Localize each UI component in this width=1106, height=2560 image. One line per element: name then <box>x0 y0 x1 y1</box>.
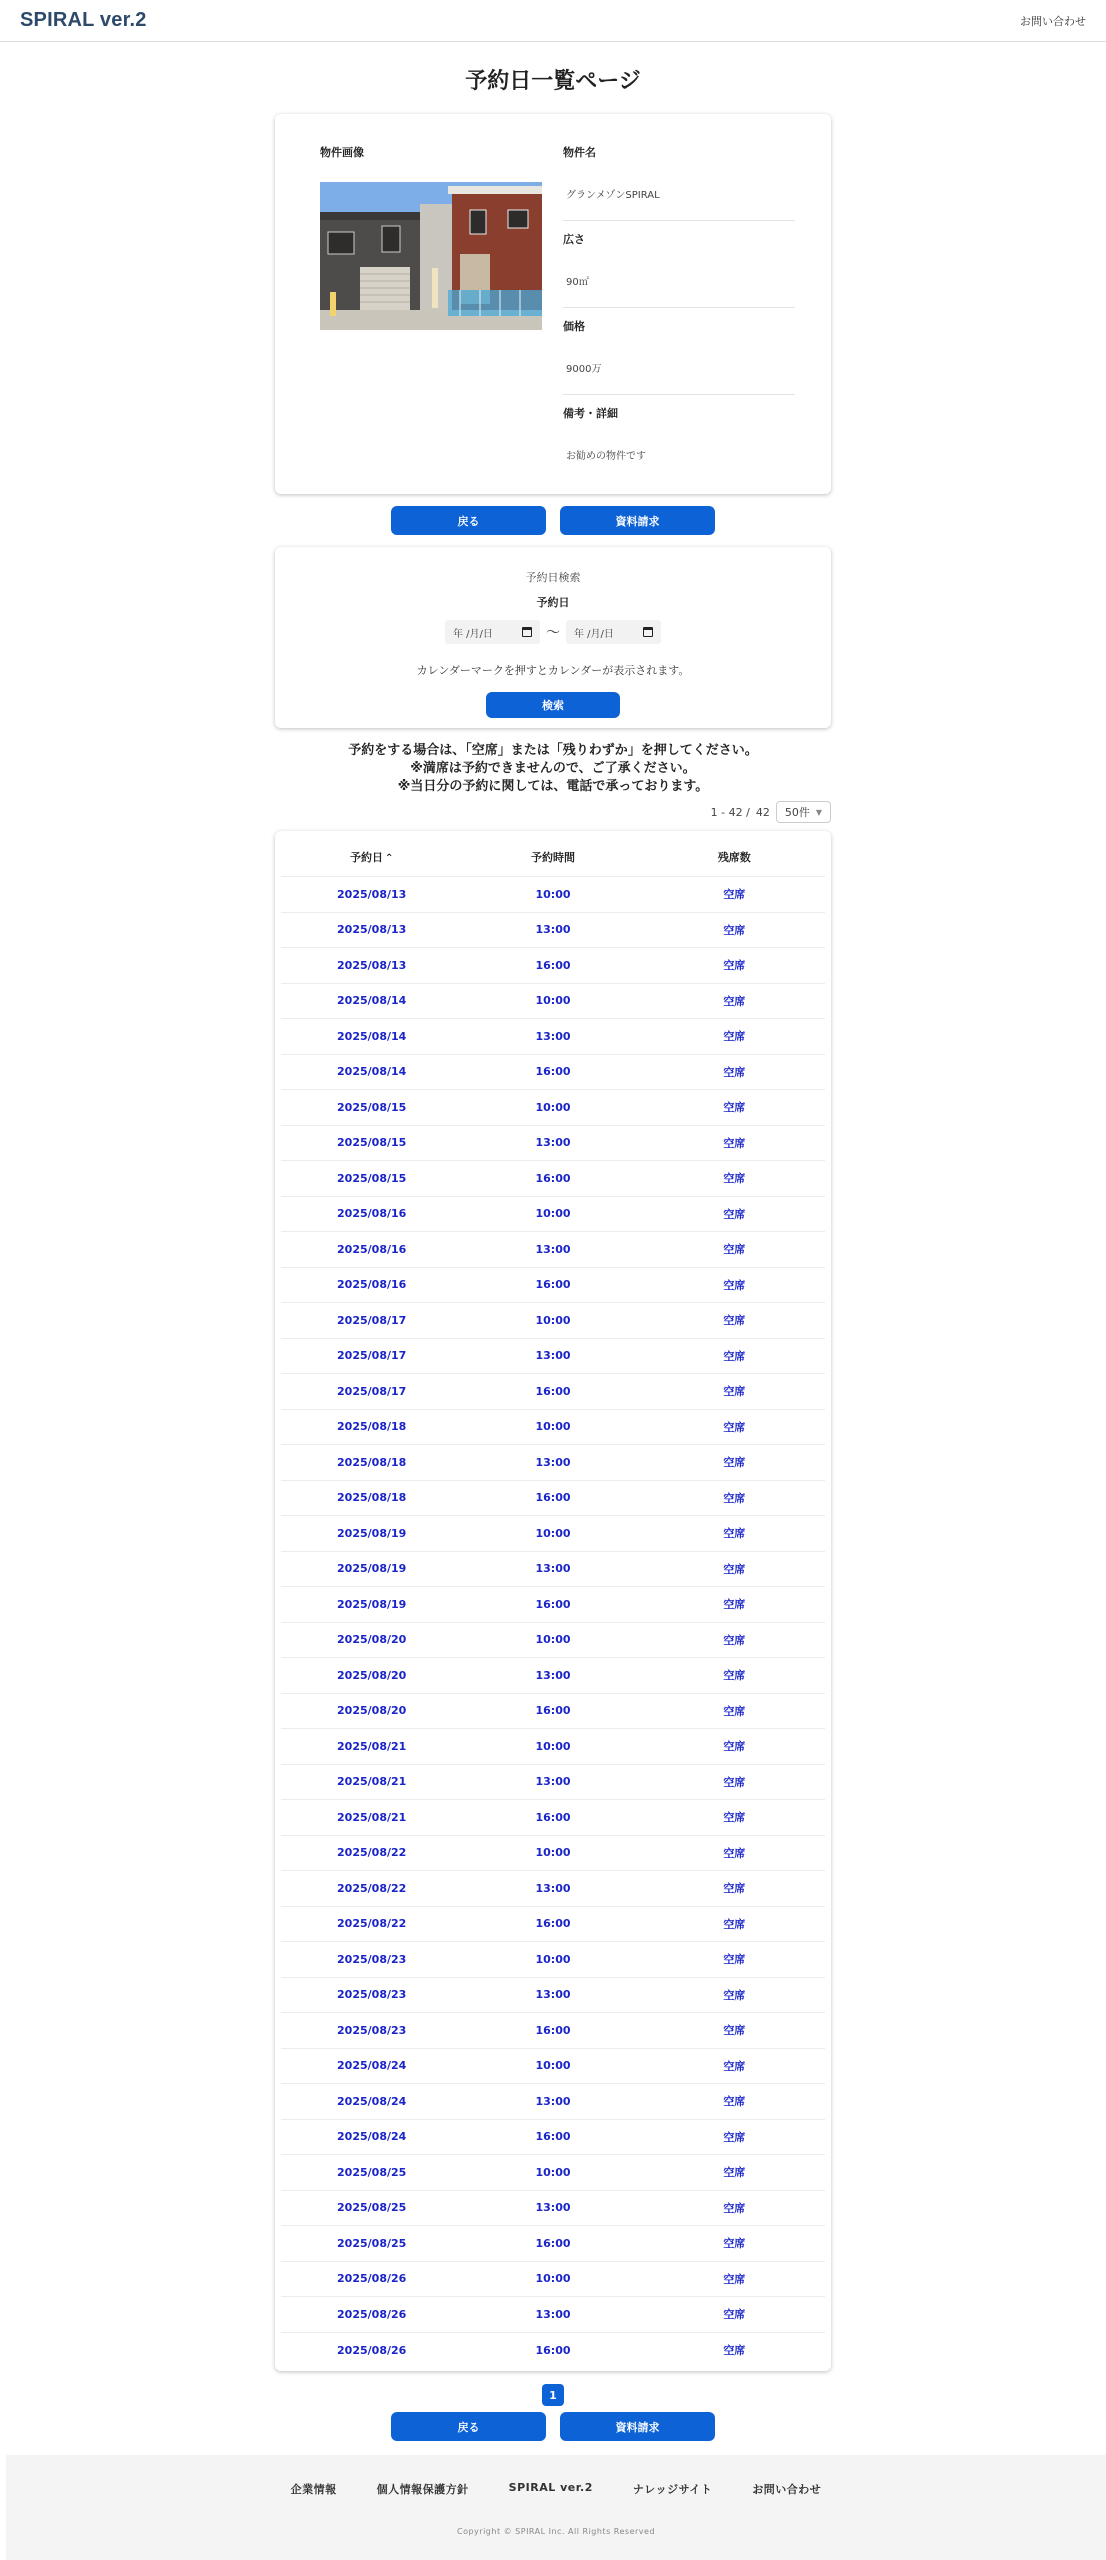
row-date-link[interactable]: 2025/08/23 <box>337 1952 407 1966</box>
row-date-link[interactable]: 2025/08/16 <box>337 1242 407 1256</box>
row-seats-link[interactable]: 空席 <box>723 2024 746 2038</box>
row-seats-link[interactable]: 空席 <box>723 1385 746 1399</box>
row-date-link[interactable]: 2025/08/14 <box>337 1029 407 1043</box>
result-range: 1 - 42 / <box>710 805 750 819</box>
footer-links <box>6 2481 1106 2497</box>
range-separator: 〜 <box>546 625 560 641</box>
row-time-link[interactable]: 13:00 <box>535 1029 571 1043</box>
date-range-row <box>275 620 831 644</box>
property-image-label: 物件画像 <box>320 146 364 159</box>
area-label: 広さ <box>563 233 585 246</box>
header-date[interactable] <box>281 849 462 865</box>
row-time-link[interactable]: 16:00 <box>535 1171 571 1185</box>
row-date-link[interactable]: 2025/08/25 <box>337 2236 407 2250</box>
row-time-link[interactable]: 13:00 <box>535 1988 571 2002</box>
row-time-link[interactable]: 16:00 <box>535 2023 571 2037</box>
request-materials-button[interactable]: 資料請求 <box>560 2412 715 2441</box>
field-property-name <box>563 144 795 231</box>
row-date-link[interactable]: 2025/08/17 <box>337 1313 407 1327</box>
date-search-card <box>275 547 831 728</box>
table-row <box>281 1516 825 1552</box>
search-button[interactable]: 検索 <box>486 692 620 718</box>
table-row <box>281 877 825 913</box>
row-seats-link[interactable]: 空席 <box>723 2166 746 2180</box>
field-price <box>563 318 795 405</box>
row-seats-link[interactable]: 空席 <box>723 1846 746 1860</box>
table-row <box>281 1445 825 1481</box>
table-row <box>281 2297 825 2333</box>
row-seats-link[interactable]: 空席 <box>723 1349 746 1363</box>
row-date-link[interactable]: 2025/08/22 <box>337 1846 407 1860</box>
row-time-link[interactable]: 16:00 <box>535 1065 571 1079</box>
search-field-label: 予約日 <box>536 596 570 609</box>
row-time-link[interactable]: 10:00 <box>535 1313 571 1327</box>
row-date-link[interactable]: 2025/08/15 <box>337 1171 407 1185</box>
header-time: 予約時間 <box>530 850 575 864</box>
row-seats-link[interactable]: 空席 <box>723 1456 746 1470</box>
table-row <box>281 2155 825 2191</box>
row-seats-link[interactable]: 空席 <box>723 1953 746 1967</box>
footer-link-company[interactable]: 企業情報 <box>290 2483 337 2496</box>
row-seats-link[interactable]: 空席 <box>723 2059 746 2073</box>
price-label: 価格 <box>563 320 585 333</box>
row-time-link[interactable]: 13:00 <box>535 1136 571 1150</box>
row-date-link[interactable]: 2025/08/23 <box>337 2023 407 2037</box>
footer-link-privacy[interactable]: 個人情報保護方針 <box>376 2483 469 2496</box>
row-seats-link[interactable]: 空席 <box>723 1172 746 1186</box>
footer-link-knowledge[interactable]: ナレッジサイト <box>632 2483 713 2496</box>
chevron-down-icon: ▼ <box>815 807 822 817</box>
footer-link-contact[interactable]: お問い合わせ <box>752 2483 822 2496</box>
row-seats-link[interactable]: 空席 <box>723 1633 746 1647</box>
table-row <box>281 1126 825 1162</box>
row-time-link[interactable]: 10:00 <box>535 2272 571 2286</box>
row-seats-link[interactable]: 空席 <box>723 1704 746 1718</box>
search-title: 予約日検索 <box>525 571 581 584</box>
footer-link-spiral[interactable]: SPIRAL ver.2 <box>508 2481 593 2494</box>
reservation-notice <box>0 742 1106 796</box>
row-date-link[interactable]: 2025/08/25 <box>337 2165 407 2179</box>
pager-info <box>275 801 831 823</box>
divider <box>563 307 795 308</box>
copyright: Copyright © SPIRAL Inc. All Rights Reserved <box>456 2527 656 2536</box>
table-row <box>281 1481 825 1517</box>
row-time-link[interactable]: 10:00 <box>535 2165 571 2179</box>
row-time-link[interactable]: 10:00 <box>535 1526 571 1540</box>
table-row <box>281 1907 825 1943</box>
table-row <box>281 1303 825 1339</box>
row-time-link[interactable]: 13:00 <box>535 1775 571 1789</box>
divider <box>563 394 795 395</box>
row-seats-link[interactable]: 空席 <box>723 1207 746 1221</box>
row-date-link[interactable]: 2025/08/23 <box>337 1988 407 2002</box>
row-date-link[interactable]: 2025/08/16 <box>337 1207 407 1221</box>
row-seats-link[interactable]: 空席 <box>723 1740 746 1754</box>
row-time-link[interactable]: 10:00 <box>535 1846 571 1860</box>
row-time-link[interactable]: 13:00 <box>535 923 571 937</box>
per-page-select[interactable] <box>776 801 831 823</box>
table-row <box>281 2262 825 2298</box>
row-date-link[interactable]: 2025/08/25 <box>337 2201 407 2215</box>
row-date-link[interactable]: 2025/08/22 <box>337 1881 407 1895</box>
table-row <box>281 2333 825 2369</box>
table-row <box>281 1552 825 1588</box>
row-seats-link[interactable]: 空席 <box>723 1882 746 1896</box>
row-date-link[interactable]: 2025/08/20 <box>337 1704 407 1718</box>
row-date-link[interactable]: 2025/08/18 <box>337 1420 407 1434</box>
table-row <box>281 1019 825 1055</box>
result-total: 42 <box>755 805 770 819</box>
table-row <box>281 1978 825 2014</box>
property-name-value: グランメゾンSPIRAL <box>566 190 660 201</box>
table-row <box>281 1729 825 1765</box>
row-seats-link[interactable]: 空席 <box>723 1278 746 1292</box>
row-time-link[interactable]: 16:00 <box>535 1704 571 1718</box>
row-date-link[interactable]: 2025/08/13 <box>337 958 407 972</box>
table-row <box>281 1339 825 1375</box>
row-seats-link[interactable]: 空席 <box>723 1988 746 2002</box>
table-row <box>281 2084 825 2120</box>
row-time-link[interactable]: 13:00 <box>535 2201 571 2215</box>
row-time-link[interactable]: 16:00 <box>535 1810 571 1824</box>
row-seats-link[interactable]: 空席 <box>723 1065 746 1079</box>
notes-value: お勧めの物件です <box>566 451 646 462</box>
row-time-link[interactable]: 16:00 <box>535 2130 571 2144</box>
row-time-link[interactable]: 10:00 <box>535 1952 571 1966</box>
table-row <box>281 2120 825 2156</box>
row-time-link[interactable]: 13:00 <box>535 1668 571 1682</box>
row-date-link[interactable]: 2025/08/21 <box>337 1739 407 1753</box>
row-time-link[interactable]: 16:00 <box>535 1278 571 1292</box>
property-name-label: 物件名 <box>563 146 596 159</box>
row-seats-link[interactable]: 空席 <box>723 2237 746 2251</box>
notes-label: 備考・詳細 <box>563 407 618 420</box>
row-time-link[interactable]: 16:00 <box>535 1384 571 1398</box>
row-time-link[interactable]: 10:00 <box>535 1100 571 1114</box>
row-seats-link[interactable]: 空席 <box>723 1136 746 1150</box>
pagination <box>0 2384 1106 2406</box>
table-row <box>281 1871 825 1907</box>
row-date-link[interactable]: 2025/08/13 <box>337 923 407 937</box>
table-row <box>281 1623 825 1659</box>
table-row <box>281 1055 825 1091</box>
price-value: 9000万 <box>566 364 602 375</box>
sort-asc-icon: ⌃ <box>384 852 394 864</box>
table-body <box>281 877 825 2368</box>
table-row <box>281 1836 825 1872</box>
row-time-link[interactable]: 10:00 <box>535 887 571 901</box>
row-seats-link[interactable]: 空席 <box>723 2308 746 2322</box>
page-title: 予約日一覧ページ <box>465 69 641 94</box>
notice-line-2: ※満席は予約できませんので、ご了承ください。 <box>410 761 696 776</box>
row-time-link[interactable]: 10:00 <box>535 994 571 1008</box>
per-page-value: 50件 <box>784 806 810 819</box>
calendar-note: カレンダーマークを押すとカレンダーが表示されます。 <box>416 664 690 677</box>
row-seats-link[interactable]: 空席 <box>723 1669 746 1683</box>
header-seats: 残席数 <box>717 850 751 864</box>
row-date-link[interactable]: 2025/08/13 <box>337 887 407 901</box>
calendar-icon[interactable] <box>643 627 653 637</box>
property-photo <box>320 182 542 330</box>
row-seats-link[interactable]: 空席 <box>723 1101 746 1115</box>
table-row <box>281 1942 825 1978</box>
row-seats-link[interactable]: 空席 <box>723 2344 746 2358</box>
date-from-placeholder: 年 /月/日 <box>453 628 493 640</box>
row-time-link[interactable]: 16:00 <box>535 1491 571 1505</box>
field-area <box>563 231 795 318</box>
row-date-link[interactable]: 2025/08/14 <box>337 1065 407 1079</box>
row-seats-link[interactable]: 空席 <box>723 1030 746 1044</box>
reservation-table <box>275 831 831 2371</box>
table-row <box>281 1090 825 1126</box>
notice-line-1: 予約をする場合は、「空席」または「残りわずか」を押してください。 <box>348 743 758 758</box>
row-date-link[interactable]: 2025/08/20 <box>337 1668 407 1682</box>
row-time-link[interactable]: 10:00 <box>535 1739 571 1753</box>
row-seats-link[interactable]: 空席 <box>723 1243 746 1257</box>
row-seats-link[interactable]: 空席 <box>723 888 746 902</box>
row-date-link[interactable]: 2025/08/19 <box>337 1526 407 1540</box>
row-date-link[interactable]: 2025/08/24 <box>337 2130 407 2144</box>
row-seats-link[interactable]: 空席 <box>723 2272 746 2286</box>
row-date-link[interactable]: 2025/08/21 <box>337 1810 407 1824</box>
row-date-link[interactable]: 2025/08/26 <box>337 2272 407 2286</box>
row-seats-link[interactable]: 空席 <box>723 1811 746 1825</box>
table-row <box>281 2191 825 2227</box>
table-row <box>281 1374 825 1410</box>
row-time-link[interactable]: 13:00 <box>535 1455 571 1469</box>
row-seats-link[interactable]: 空席 <box>723 2130 746 2144</box>
row-date-link[interactable]: 2025/08/16 <box>337 1278 407 1292</box>
table-row <box>281 1658 825 1694</box>
back-button[interactable]: 戻る <box>391 506 546 535</box>
back-button[interactable]: 戻る <box>391 2412 546 2441</box>
table-row <box>281 948 825 984</box>
row-date-link[interactable]: 2025/08/19 <box>337 1597 407 1611</box>
row-date-link[interactable]: 2025/08/26 <box>337 2343 407 2357</box>
row-seats-link[interactable]: 空席 <box>723 959 746 973</box>
row-date-link[interactable]: 2025/08/21 <box>337 1775 407 1789</box>
page-number-current[interactable]: 1 <box>542 2384 564 2406</box>
contact-link[interactable]: お問い合わせ <box>1020 14 1086 28</box>
row-date-link[interactable]: 2025/08/15 <box>337 1100 407 1114</box>
site-header <box>0 0 1106 42</box>
area-value: 90㎡ <box>566 277 589 288</box>
row-time-link[interactable]: 13:00 <box>535 1242 571 1256</box>
table-row <box>281 1197 825 1233</box>
row-time-link[interactable]: 16:00 <box>535 2343 571 2357</box>
row-date-link[interactable]: 2025/08/20 <box>337 1633 407 1647</box>
row-seats-link[interactable]: 空席 <box>723 1562 746 1576</box>
row-date-link[interactable]: 2025/08/15 <box>337 1136 407 1150</box>
row-date-link[interactable]: 2025/08/18 <box>337 1491 407 1505</box>
table-row <box>281 2013 825 2049</box>
row-seats-link[interactable]: 空席 <box>723 1314 746 1328</box>
row-time-link[interactable]: 13:00 <box>535 2094 571 2108</box>
row-seats-link[interactable]: 空席 <box>723 1775 746 1789</box>
table-row <box>281 1694 825 1730</box>
row-seats-link[interactable]: 空席 <box>723 2095 746 2109</box>
table-row <box>281 1161 825 1197</box>
row-seats-link[interactable]: 空席 <box>723 1598 746 1612</box>
table-row <box>281 984 825 1020</box>
row-seats-link[interactable]: 空席 <box>723 994 746 1008</box>
bottom-button-row <box>0 2412 1106 2441</box>
row-time-link[interactable]: 13:00 <box>535 1349 571 1363</box>
row-date-link[interactable]: 2025/08/18 <box>337 1455 407 1469</box>
row-time-link[interactable]: 13:00 <box>535 1881 571 1895</box>
top-button-row <box>0 506 1106 535</box>
table-header <box>281 837 825 877</box>
row-time-link[interactable]: 10:00 <box>535 1420 571 1434</box>
row-time-link[interactable]: 10:00 <box>535 2059 571 2073</box>
row-date-link[interactable]: 2025/08/26 <box>337 2307 407 2321</box>
row-time-link[interactable]: 16:00 <box>535 2236 571 2250</box>
row-time-link[interactable]: 10:00 <box>535 1633 571 1647</box>
request-materials-button[interactable]: 資料請求 <box>560 506 715 535</box>
site-footer <box>6 2455 1106 2560</box>
row-date-link[interactable]: 2025/08/17 <box>337 1349 407 1363</box>
row-seats-link[interactable]: 空席 <box>723 1420 746 1434</box>
divider <box>563 220 795 221</box>
table-row <box>281 913 825 949</box>
row-date-link[interactable]: 2025/08/17 <box>337 1384 407 1398</box>
row-time-link[interactable]: 16:00 <box>535 1597 571 1611</box>
table-row <box>281 1410 825 1446</box>
date-to-placeholder: 年 /月/日 <box>574 628 614 640</box>
row-seats-link[interactable]: 空席 <box>723 1527 746 1541</box>
row-time-link[interactable]: 16:00 <box>535 1917 571 1931</box>
row-time-link[interactable]: 13:00 <box>535 1562 571 1576</box>
table-row <box>281 2226 825 2262</box>
table-row <box>281 1587 825 1623</box>
site-logo[interactable]: SPIRAL ver.2 <box>20 9 147 31</box>
table-row <box>281 1765 825 1801</box>
date-from-input[interactable] <box>445 620 540 644</box>
row-date-link[interactable]: 2025/08/19 <box>337 1562 407 1576</box>
row-seats-link[interactable]: 空席 <box>723 1491 746 1505</box>
table-row <box>281 1800 825 1836</box>
row-seats-link[interactable]: 空席 <box>723 1917 746 1931</box>
row-time-link[interactable]: 16:00 <box>535 958 571 972</box>
header-date-label: 予約日 <box>349 850 383 864</box>
row-time-link[interactable]: 13:00 <box>535 2307 571 2321</box>
calendar-icon[interactable] <box>522 627 532 637</box>
date-to-input[interactable] <box>566 620 661 644</box>
notice-line-3: ※当日分の予約に関しては、電話で承っております。 <box>397 779 709 794</box>
row-date-link[interactable]: 2025/08/14 <box>337 994 407 1008</box>
row-time-link[interactable]: 10:00 <box>535 1207 571 1221</box>
row-date-link[interactable]: 2025/08/22 <box>337 1917 407 1931</box>
table-row <box>281 1232 825 1268</box>
property-detail-card <box>275 114 831 494</box>
field-notes <box>563 405 795 492</box>
table-row <box>281 1268 825 1304</box>
row-date-link[interactable]: 2025/08/24 <box>337 2059 407 2073</box>
table-row <box>281 2049 825 2085</box>
row-date-link[interactable]: 2025/08/24 <box>337 2094 407 2108</box>
row-seats-link[interactable]: 空席 <box>723 923 746 937</box>
row-seats-link[interactable]: 空席 <box>723 2201 746 2215</box>
